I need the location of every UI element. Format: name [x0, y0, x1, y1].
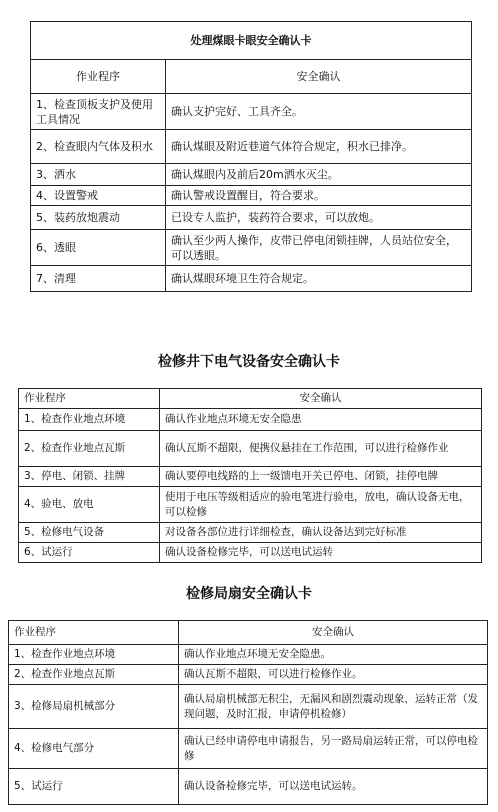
table-row: [31, 164, 472, 186]
card3-table: [8, 620, 488, 805]
step-cell: 1、检查作业地点环境: [9, 645, 179, 665]
confirm-cell: 确认瓦斯不超限，便携仪悬挂在工作范围，可以进行检修作业: [160, 431, 482, 467]
table-row: [31, 206, 472, 230]
card1-table: [30, 21, 472, 292]
table-row: [19, 409, 482, 431]
step-cell: 6、试运行: [19, 543, 160, 563]
card1-header-confirm: 安全确认: [166, 60, 472, 94]
confirm-cell: 确认煤眼及附近巷道气体符合规定，积水已排净。: [166, 130, 472, 164]
confirm-cell: 确认作业地点环境无安全隐患。: [179, 645, 488, 665]
card2-table: [18, 388, 482, 563]
step-cell: 2、检查眼内气体及积水: [31, 130, 166, 164]
confirm-cell: 确认局扇机械部无积尘，无漏风和剧烈震动现象，运转正常（发现问题，及时汇报，申请停机检修）: [179, 685, 488, 729]
card1-title: 处理煤眼卡眼安全确认卡: [31, 22, 472, 60]
step-cell: 5、试运行: [9, 769, 179, 805]
table-row: [19, 487, 482, 523]
table-row: [9, 685, 488, 729]
table-row: [31, 130, 472, 164]
confirm-cell: 确认已经申请停电申请报告，另一路局扇运转正常，可以停电检修: [179, 729, 488, 769]
table-row: [31, 230, 472, 266]
step-cell: 5、装药放炮震动: [31, 206, 166, 230]
card1-header-procedure: 作业程序: [31, 60, 166, 94]
step-cell: 5、检修电气设备: [19, 523, 160, 543]
confirm-cell: 确认煤眼环境卫生符合规定。: [166, 266, 472, 292]
step-cell: 3、检修局扇机械部分: [9, 685, 179, 729]
table-row: [19, 467, 482, 487]
card2-header-procedure: 作业程序: [19, 389, 160, 409]
table-row: [19, 543, 482, 563]
step-cell: 4、验电、放电: [19, 487, 160, 523]
confirm-cell: 对设备各部位进行详细检查，确认设备达到完好标准: [160, 523, 482, 543]
step-cell: 6、透眼: [31, 230, 166, 266]
confirm-cell: 确认作业地点环境无安全隐患: [160, 409, 482, 431]
table-row: [19, 431, 482, 467]
table-row: [31, 266, 472, 292]
confirm-cell: 已设专人监护，装药符合要求，可以放炮。: [166, 206, 472, 230]
table-row: [9, 665, 488, 685]
table-row: [9, 769, 488, 805]
confirm-cell: 使用于电压等级相适应的验电笔进行验电，放电，确认设备无电，可以检修: [160, 487, 482, 523]
step-cell: 2、检查作业地点瓦斯: [9, 665, 179, 685]
confirm-cell: 确认瓦斯不超限，可以进行检修作业。: [179, 665, 488, 685]
step-cell: 4、设置警戒: [31, 186, 166, 206]
table-row: [9, 645, 488, 665]
confirm-cell: 确认警戒设置醒目，符合要求。: [166, 186, 472, 206]
card3-header-confirm: 安全确认: [179, 621, 488, 645]
step-cell: 3、停电、闭锁、挂牌: [19, 467, 160, 487]
step-cell: 3、洒水: [31, 164, 166, 186]
card3-title: 检修局扇安全确认卡: [186, 586, 312, 602]
table-row: [31, 186, 472, 206]
step-cell: 1、检查顶板支护及使用工具情况: [31, 94, 166, 130]
step-cell: 1、检查作业地点环境: [19, 409, 160, 431]
step-cell: 4、检修电气部分: [9, 729, 179, 769]
step-cell: 7、清理: [31, 266, 166, 292]
step-cell: 2、检查作业地点瓦斯: [19, 431, 160, 467]
card3-header-procedure: 作业程序: [9, 621, 179, 645]
table-row: [9, 729, 488, 769]
confirm-cell: 确认至少两人操作，皮带已停电闭锁挂牌，人员站位安全，可以透眼。: [166, 230, 472, 266]
card2-header-confirm: 安全确认: [160, 389, 482, 409]
table-row: [31, 94, 472, 130]
table-row: [19, 523, 482, 543]
card2-title: 检修井下电气设备安全确认卡: [158, 354, 340, 370]
confirm-cell: 确认支护完好、工具齐全。: [166, 94, 472, 130]
confirm-cell: 确认设备检修完毕，可以送电试运转。: [179, 769, 488, 805]
confirm-cell: 确认设备检修完毕，可以送电试运转: [160, 543, 482, 563]
confirm-cell: 确认要停电线路的上一级馈电开关已停电、闭锁，挂停电牌: [160, 467, 482, 487]
confirm-cell: 确认煤眼内及前后20m洒水灭尘。: [166, 164, 472, 186]
